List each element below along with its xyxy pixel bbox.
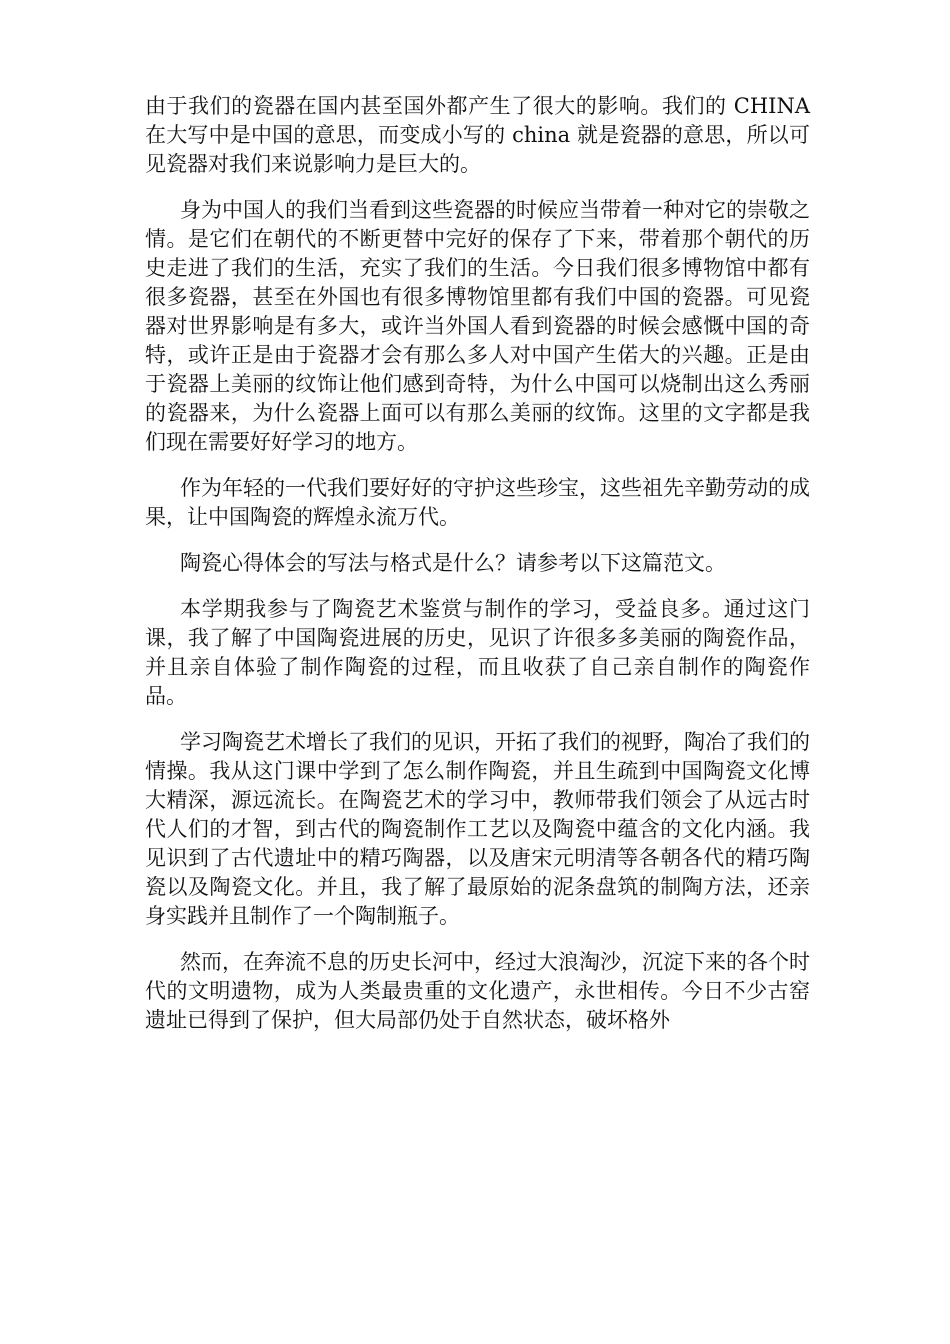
paragraph-7: 然而，在奔流不息的历史长河中，经过大浪淘沙，沉淀下来的各个时代的文明遗物，成为人类最贵重的文化遗产，永世相传。今日不少古窑遗址已得到了保护，但大局部仍处于自然状态，破坏格外 — [145, 950, 810, 1032]
paragraph-2: 身为中国人的我们当看到这些瓷器的时候应当带着一种对它的崇敬之情。是它们在朝代的不断更替中完好的保存了下来，带着那个朝代的历史走进了我们的生活，充实了我们的生活。今日我们很多博物馆中都有很多瓷器，甚至在外国也有很多博物馆里都有我们中国的瓷器。可见瓷器对世界影响是有多大，或许当外国人看到瓷器的时候会感慨中国的奇特，或许正是由于瓷器才会有那么多人对中国产生偌大的兴趣。正是由于瓷器上美丽的纹饰让他们感到奇特，为什么中国可以烧制出这么秀丽的瓷器来，为什么瓷器上面可以有那么美丽的纹饰。这里的文字都是我们现在需要好好学习的地方。 — [145, 198, 810, 454]
paragraph-1: 由于我们的瓷器在国内甚至国外都产生了很大的影响。我们的 CHINA 在大写中是中国的意思，而变成小写的 china 就是瓷器的意思，所以可见瓷器对我们来说影响力是巨大的。 — [145, 94, 810, 176]
paragraph-3: 作为年轻的一代我们要好好的守护这些珍宝，这些祖先辛勤劳动的成果，让中国陶瓷的辉煌永流万代。 — [145, 476, 810, 529]
paragraph-5: 本学期我参与了陶瓷艺术鉴赏与制作的学习，受益良多。通过这门课，我了解了中国陶瓷进展的历史，见识了许很多多美丽的陶瓷作品，并且亲自体验了制作陶瓷的过程，而且收获了自己亲自制作的陶瓷作品。 — [145, 597, 810, 708]
document-body — [145, 92, 810, 1052]
paragraph-6: 学习陶瓷艺术增长了我们的见识，开拓了我们的视野，陶冶了我们的情操。我从这门课中学到了怎么制作陶瓷，并且生疏到中国陶瓷文化博大精深，源远流长。在陶瓷艺术的学习中，教师带我们领会了从远古时代人们的才智，到古代的陶瓷制作工艺以及陶瓷中蕴含的文化内涵。我见识到了古代遗址中的精巧陶器，以及唐宋元明清等各朝各代的精巧陶瓷以及陶瓷文化。并且，我了解了最原始的泥条盘筑的制陶方法，还亲身实践并且制作了一个陶制瓶子。 — [145, 730, 810, 928]
paragraph-4: 陶瓷心得体会的写法与格式是什么？请参考以下这篇范文。 — [180, 551, 726, 575]
